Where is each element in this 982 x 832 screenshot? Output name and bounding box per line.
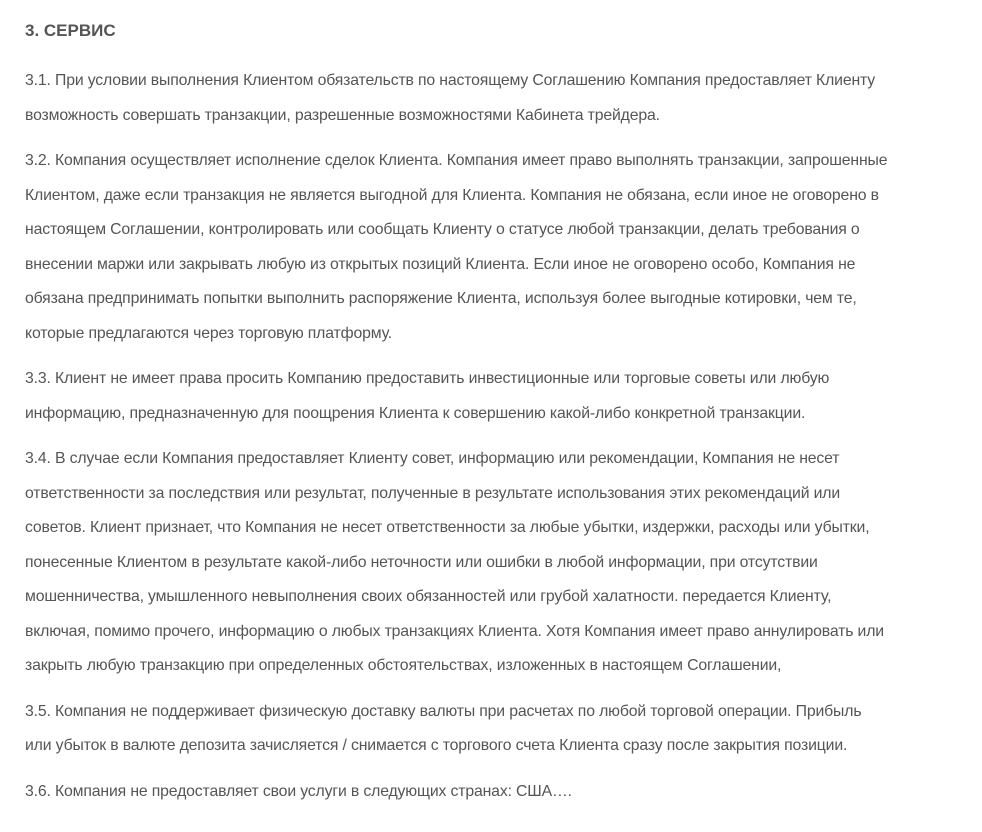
text-line: закрыть любую транзакцию при определенных обстоятельствах, изложенных в настоящем Соглашении,: [25, 657, 782, 674]
paragraph-3-1: [25, 64, 962, 133]
text-line: 3.2. Компания осуществляет исполнение сделок Клиента. Компания имеет право выполнять транзакции, запрошенные: [25, 152, 888, 169]
paragraph-3-2: [25, 144, 962, 351]
paragraph-3-4: [25, 442, 962, 684]
text-line: обязана предпринимать попытки выполнить распоряжение Клиента, используя более выгодные котировки, чем те,: [25, 290, 857, 307]
text-line: возможность совершать транзакции, разрешенные возможностями Кабинета трейдера.: [25, 106, 660, 124]
text-line: понесенные Клиентом в результате какой-либо неточности или ошибки в любой информации, при отсутствии: [25, 553, 818, 571]
text-line: 3.1. При условии выполнения Клиентом обязательств по настоящему Соглашению Компания предоставляет Клиенту: [25, 72, 876, 89]
text-line: настоящем Соглашении, контролировать или сообщать Клиенту о статусе любой транзакции, делать требования о: [25, 221, 860, 238]
text-line: мошенничества, умышленного невыполнения своих обязанностей или грубой халатности. передается Клиенту,: [25, 588, 832, 605]
paragraph-3-3: [25, 362, 962, 431]
text-line: Клиентом, даже если транзакция не является выгодной для Клиента. Компания не обязана, если иное не оговорено в: [25, 186, 879, 204]
paragraph-3-5: [25, 695, 962, 764]
text-line: 3.5. Компания не поддерживает физическую доставку валюты при расчетах по любой торговой операции. Прибыль: [25, 702, 862, 720]
text-line: ответственности за последствия или результат, полученные в результате использования этих рекомендаций или: [25, 484, 841, 502]
text-line: 3.6. Компания не предоставляет свои услуги в следующих странах: США….: [25, 782, 572, 800]
text-line: советов. Клиент признает, что Компания не несет ответственности за любые убытки, издержки, расходы или убытки,: [25, 519, 870, 536]
text-line: или убыток в валюте депозита зачисляется / снимается с торгового счета Клиента сразу после закрытия позиции.: [25, 737, 848, 754]
text-line: 3.3. Клиент не имеет права просить Компанию предоставить инвестиционные или торговые советы или любую: [25, 370, 830, 387]
section-heading: 3. СЕРВИС: [25, 21, 116, 40]
text-line: информацию, предназначенную для поощрения Клиента к совершению какой-либо конкретной транзакции.: [25, 404, 806, 422]
paragraph-3-6: [25, 775, 962, 810]
text-line: включая, помимо прочего, информацию о любых транзакциях Клиента. Хотя Компания имеет право аннулировать или: [25, 622, 884, 640]
text-line: 3.4. В случае если Компания предоставляет Клиенту совет, информацию или рекомендации, Компания не несет: [25, 450, 840, 467]
text-line: которые предлагаются через торговую платформу.: [25, 324, 393, 342]
text-line: внесении маржи или закрывать любую из открытых позиций Клиента. Если иное не оговорено особо, Компания не: [25, 255, 856, 273]
